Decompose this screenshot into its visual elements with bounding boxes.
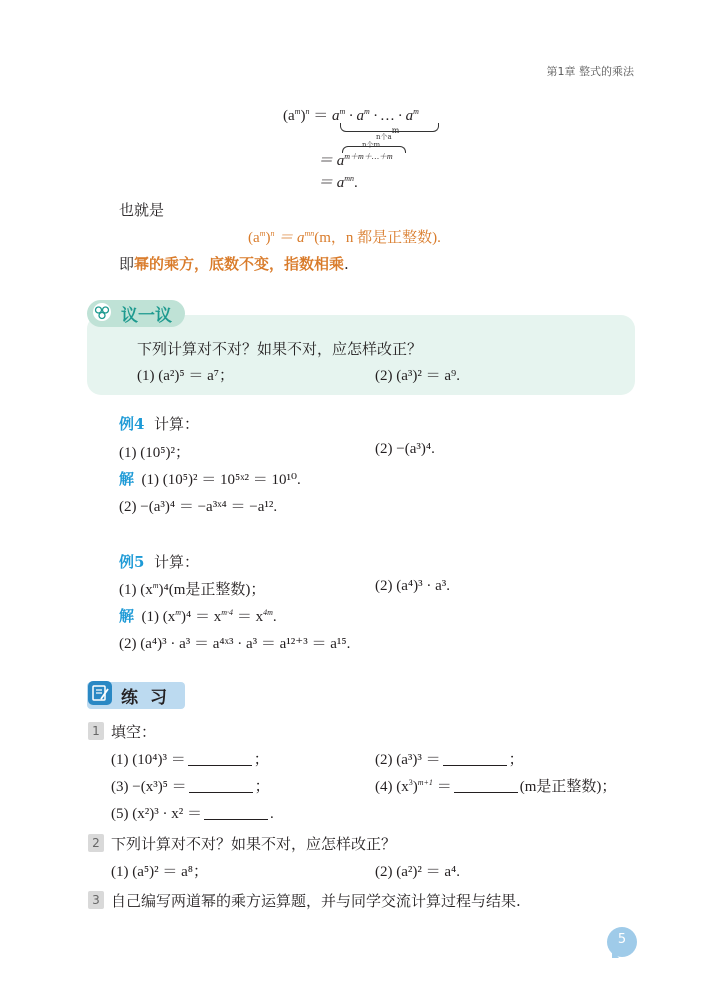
example5-solution-2: (2) (a⁴)³ · a³ ＝ a⁴ˣ³ · a³ ＝ a¹²⁺³ ＝ a¹⁵. — [119, 636, 351, 652]
practice-title: 练习 — [121, 688, 179, 708]
derivation-line-2: ＝ $a^{m+m+\dots+m}$ — [318, 152, 393, 169]
discussion-title: 议一议 — [121, 306, 172, 326]
answer-blank[interactable] — [454, 780, 518, 793]
question-3-number: 3 — [88, 891, 104, 909]
question-1b: (2) (a³)³ ＝ ； — [375, 752, 524, 768]
also-text: 也就是 — [119, 201, 165, 219]
question-1e: (5) (x²)³ · x² ＝ . — [111, 806, 274, 822]
example5-solution-1: 解 (1) $(x^m)^4 = x^{m\cdot 4} = x^{4m}$. — [119, 608, 277, 625]
question-1-number: 1 — [88, 722, 104, 740]
answer-blank[interactable] — [188, 753, 252, 766]
question-1d: (4) $(x^3)^{m+1} = (m$是正整数)； — [375, 778, 617, 795]
example4-solution-2: (2) −(a³)⁴ ＝ −a³ˣ⁴ ＝ −a¹². — [119, 499, 278, 515]
pencil-icon — [88, 681, 112, 705]
question-1c: (3) −(x³)⁵ ＝ ； — [111, 779, 270, 795]
derivation-line-3: ＝ $a^{mn}$. — [318, 174, 358, 191]
answer-blank[interactable] — [443, 753, 507, 766]
discussion-item-2: (2) (a³)² ＝ a⁹. — [375, 368, 461, 384]
running-head: 第1章 整式的乘法 — [546, 65, 634, 78]
question-3-text: 自己编写两道幂的乘方运算题，并与同学交流计算过程与结果. — [111, 892, 521, 910]
derivation-line-1: $(a^m)^n = a^m \cdot a^m$ · … · $a^m$ — [283, 107, 419, 124]
underbrace-label: n个$a^m$ — [376, 126, 400, 141]
question-2-text: 下列计算对不对？如果不对，应怎样改正？ — [111, 835, 397, 853]
question-2b: (2) (a²)² ＝ a⁴. — [375, 864, 461, 880]
example4-problem-2: (2) −(a³)⁴. — [375, 441, 435, 457]
question-2a: (1) (a⁵)² ＝ a⁸； — [111, 864, 209, 880]
answer-blank[interactable] — [204, 807, 268, 820]
discussion-item-1: (1) (a²)⁵ ＝ a⁷； — [137, 368, 235, 384]
question-1-text: 填空： — [111, 723, 157, 741]
discussion-icon — [92, 302, 112, 322]
example4-problem-1: (1) (10⁵)²； — [119, 445, 190, 461]
question-1a: (1) (10⁴)³ ＝ ； — [111, 752, 269, 768]
rule-formula: $(a^m)^n = a^{mn}(m$，n 都是正整数). — [248, 229, 441, 246]
answer-blank[interactable] — [189, 780, 253, 793]
example5-problem-1: (1) $(x^m)^4(m$是正整数)； — [119, 581, 266, 598]
example4-heading: 例4 计算： — [119, 415, 199, 433]
rule-text: 即幂的乘方，底数不变，指数相乘. — [119, 255, 349, 273]
example4-solution-1: 解 (1) (10⁵)² ＝ 10⁵ˣ² ＝ 10¹⁰. — [119, 472, 301, 488]
question-2-number: 2 — [88, 834, 104, 852]
page-number: 5 — [617, 932, 627, 947]
discussion-question: 下列计算对不对？如果不对，应怎样改正？ — [137, 340, 423, 358]
page-number-badge-tail — [612, 950, 619, 958]
example5-problem-2: (2) (a⁴)³ · a³. — [375, 578, 451, 594]
example5-heading: 例5 计算： — [119, 553, 199, 571]
overbrace-label: n个m — [362, 141, 381, 149]
